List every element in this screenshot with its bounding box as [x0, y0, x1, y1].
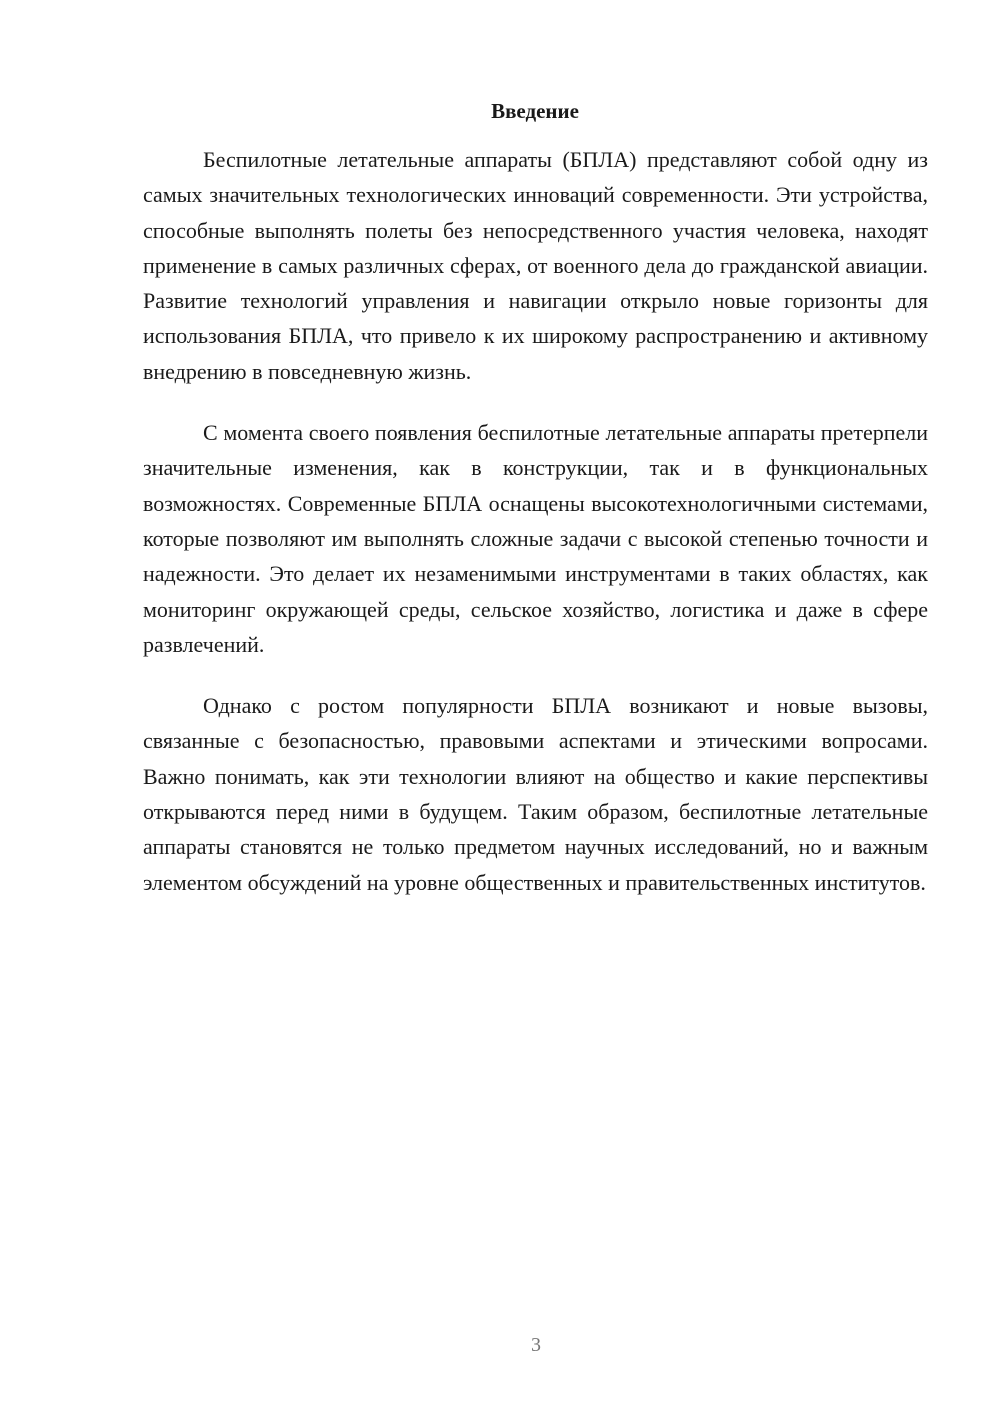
- body-text: [143, 142, 928, 926]
- paragraph: Беспилотные летательные аппараты (БПЛА) представляют собой одну из самых значительных технологических инноваций современности. Эти устройства, способные выполнять полеты без непосредственного участия человека, находят применение в самых различных сферах, от военного дела до гражданской авиации. Развитие технологий управления и навигации открыло новые горизонты для использования БПЛА, что привело к их широкому распространению и активному внедрению в повседневную жизнь.: [143, 147, 928, 384]
- section-title: Введение: [491, 99, 579, 123]
- page-number: 3: [531, 1334, 541, 1356]
- paragraph: Однако с ростом популярности БПЛА возникают и новые вызовы, связанные с безопасностью, правовыми аспектами и этическими вопросами. Важно понимать, как эти технологии влияют на общество и какие перспективы открываются перед ними в будущем. Таким образом, беспилотные летательные аппараты становятся не только предметом научных исследований, но и важным элементом обсуждений на уровне общественных и правительственных институтов.: [143, 693, 928, 895]
- paragraph: С момента своего появления беспилотные летательные аппараты претерпели значительные изменения, как в конструкции, так и в функциональных возможностях. Современные БПЛА оснащены высокотехнологичными системами, которые позволяют им выполнять сложные задачи с высокой степенью точности и надежности. Это делает их незаменимыми инструментами в таких областях, как мониторинг окружающей среды, сельское хозяйство, логистика и даже в сфере развлечений.: [143, 420, 928, 657]
